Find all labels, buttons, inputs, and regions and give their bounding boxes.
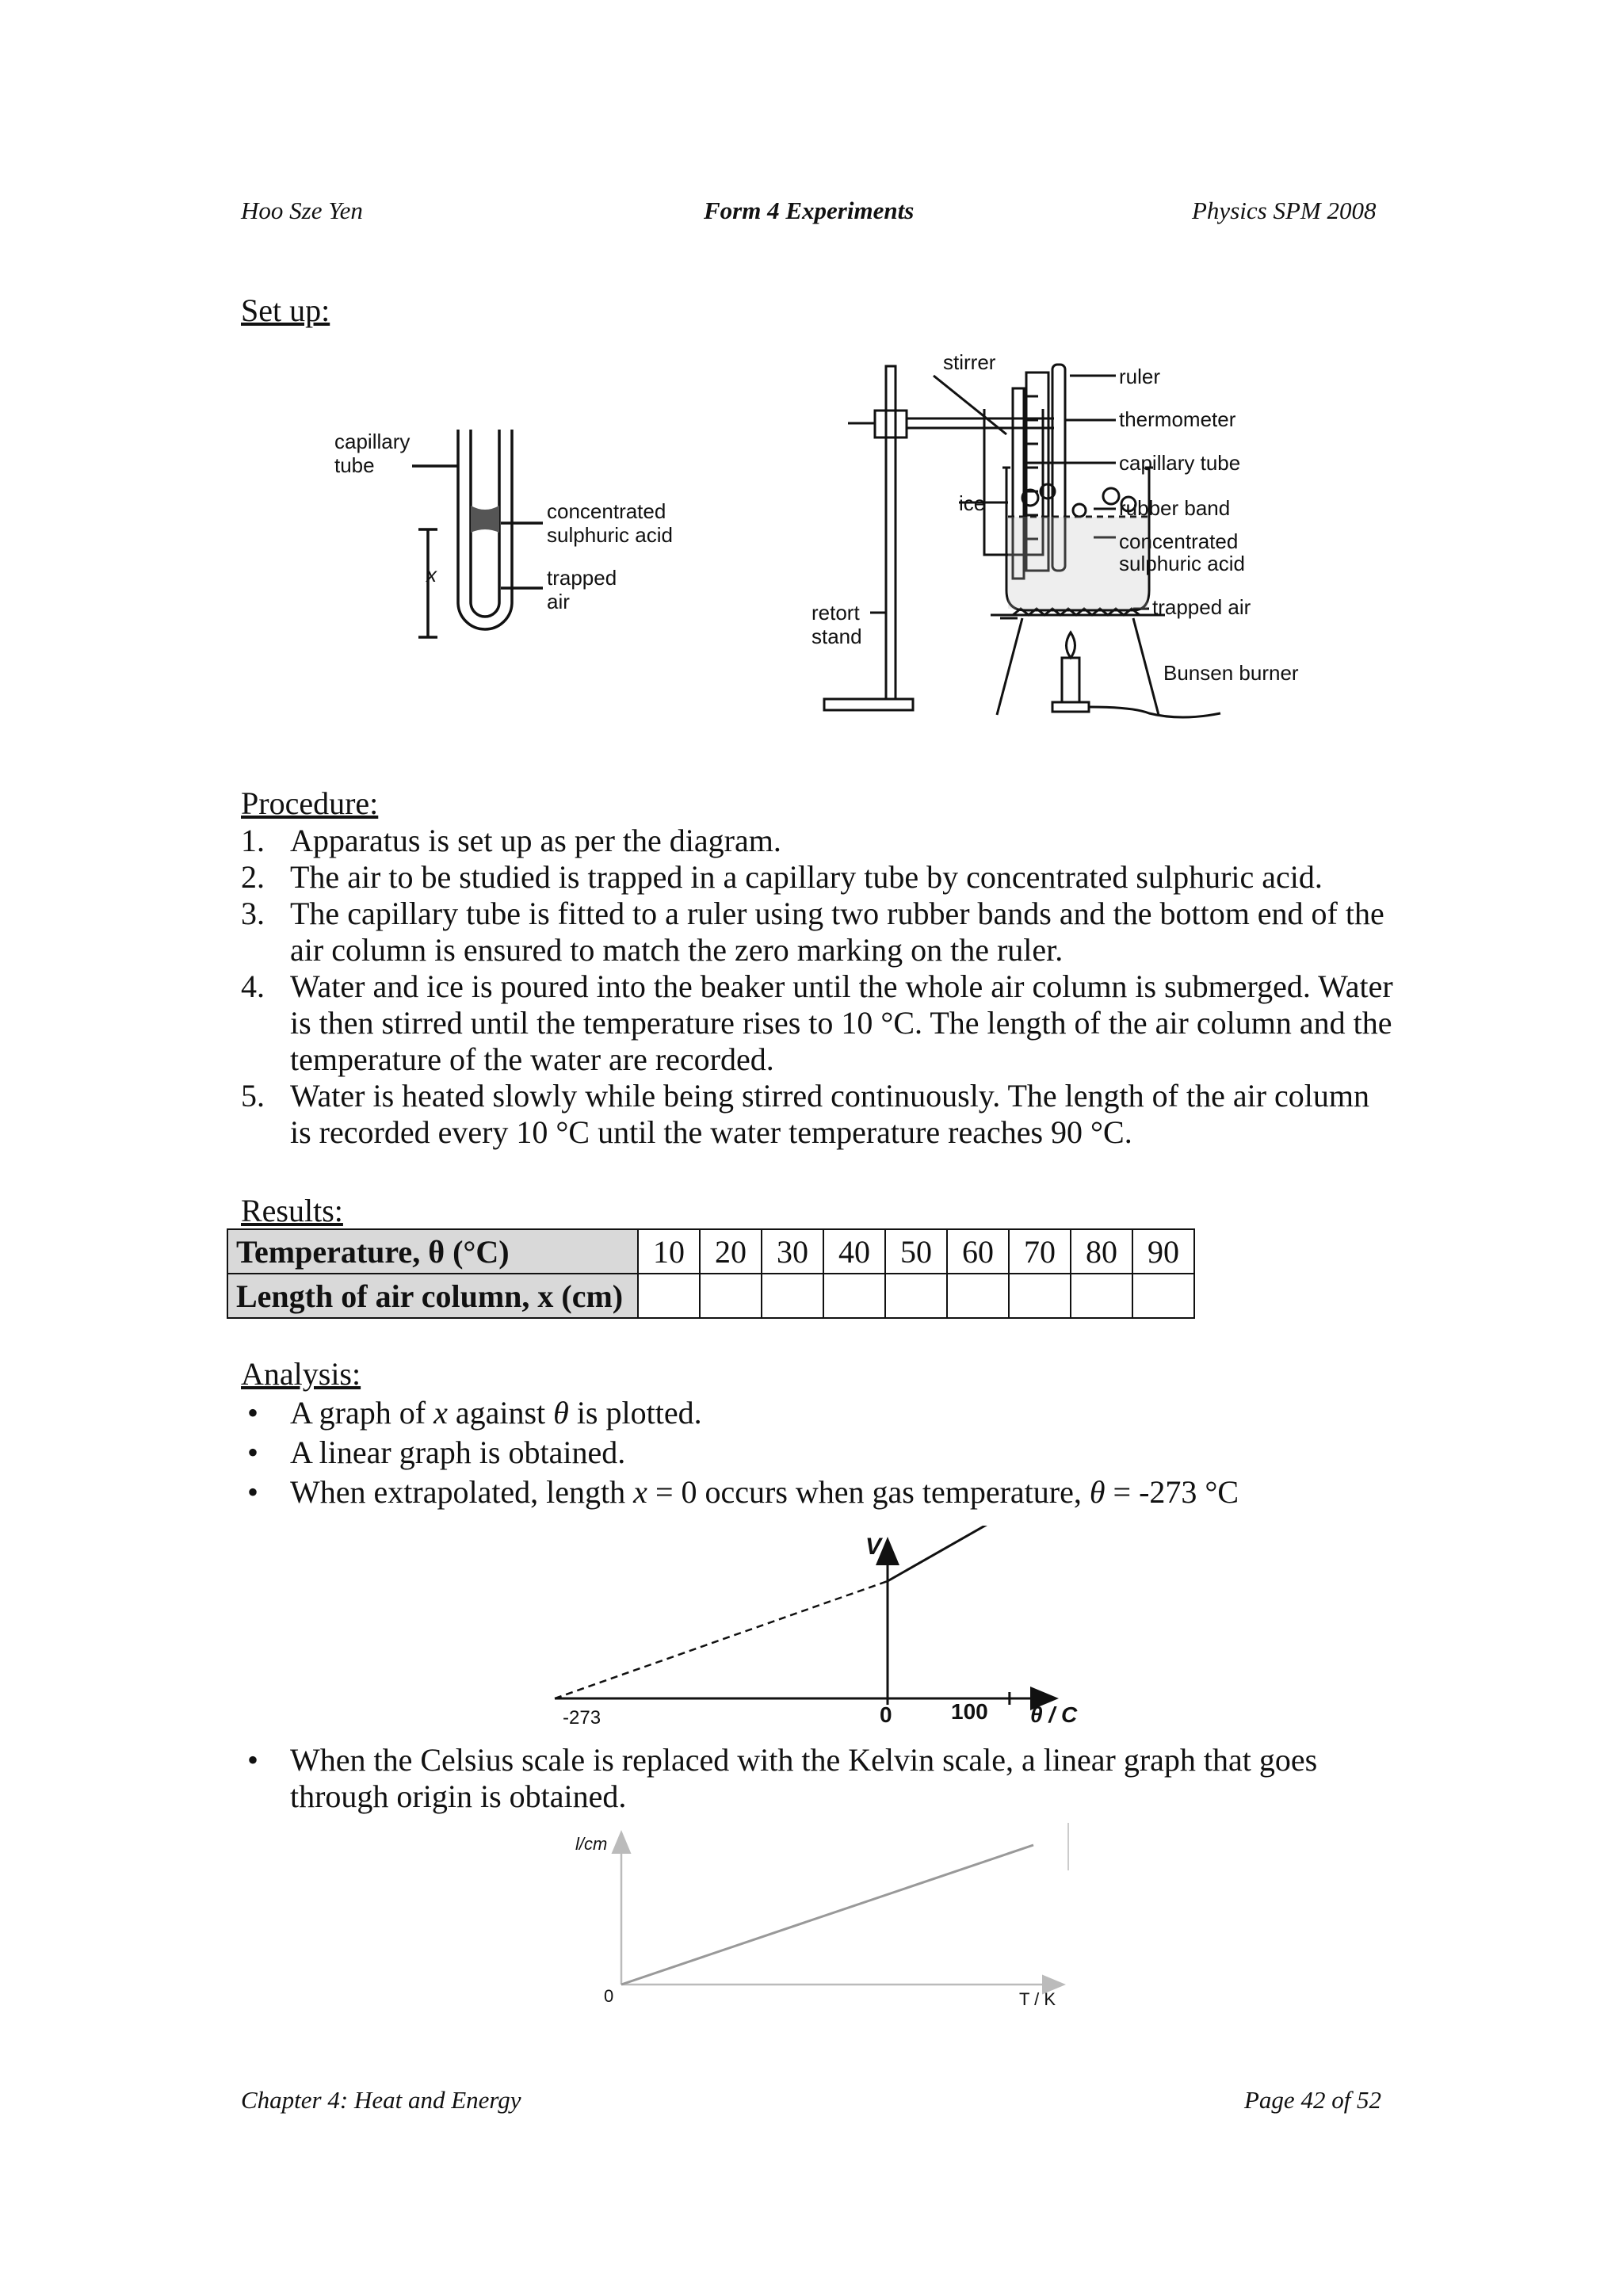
analysis-item: • A graph of x against θ is plotted. bbox=[247, 1395, 702, 1431]
label-concentrated-2: concentrated bbox=[1119, 529, 1239, 553]
temp-cell: 50 bbox=[885, 1229, 947, 1274]
length-cell bbox=[700, 1274, 762, 1318]
data-line bbox=[621, 1845, 1033, 1985]
temp-cell: 90 bbox=[1132, 1229, 1194, 1274]
row-label-length: Length of air column, x (cm) bbox=[227, 1274, 638, 1318]
analysis-list-2 bbox=[241, 1742, 1398, 1815]
y-axis-label: V bbox=[865, 1534, 882, 1560]
label-bunsen-burner: Bunsen burner bbox=[1163, 661, 1299, 685]
label-sulphuric-acid-2: sulphuric acid bbox=[1119, 552, 1245, 575]
temp-cell: 60 bbox=[947, 1229, 1009, 1274]
retort-rod bbox=[886, 366, 896, 699]
graph-l-vs-t bbox=[555, 1815, 1094, 2021]
results-heading: Results: bbox=[241, 1193, 343, 1228]
length-cell bbox=[823, 1274, 885, 1318]
length-cell bbox=[1132, 1274, 1194, 1318]
header-author: Hoo Sze Yen bbox=[241, 197, 363, 224]
footer-chapter: Chapter 4: Heat and Energy bbox=[241, 2086, 521, 2114]
label-retort: retort bbox=[812, 601, 860, 625]
x-axis-label: θ / C bbox=[1030, 1702, 1078, 1727]
acid-plug bbox=[471, 517, 499, 533]
header-title: Form 4 Experiments bbox=[704, 197, 915, 224]
length-cell bbox=[947, 1274, 1009, 1318]
table-row-temperature bbox=[227, 1229, 1194, 1274]
label-tube: tube bbox=[334, 453, 375, 477]
length-cell bbox=[638, 1274, 700, 1318]
label-sulphuric-acid: sulphuric acid bbox=[547, 523, 673, 547]
analysis-item: • When extrapolated, length x = 0 occurs when gas temperature, θ = -273 °C bbox=[247, 1474, 1239, 1510]
tick-label-0: 0 bbox=[880, 1702, 892, 1727]
row-label-temperature: Temperature, θ (°C) bbox=[227, 1229, 638, 1274]
label-capillary-tube: capillary tube bbox=[1119, 451, 1241, 475]
table-row-length bbox=[227, 1274, 1194, 1318]
origin-label: 0 bbox=[604, 1986, 614, 2006]
length-cell bbox=[885, 1274, 947, 1318]
temp-cell: 10 bbox=[638, 1229, 700, 1274]
procedure-list bbox=[241, 823, 1398, 1151]
label-thermometer: thermometer bbox=[1119, 407, 1236, 431]
procedure-heading: Procedure: bbox=[241, 785, 379, 821]
footer-page: Page 42 of 52 bbox=[1244, 2086, 1382, 2114]
temp-cell: 30 bbox=[762, 1229, 823, 1274]
length-cell bbox=[762, 1274, 823, 1318]
temp-cell: 40 bbox=[823, 1229, 885, 1274]
x-axis-label: T / K bbox=[1019, 1989, 1056, 2009]
u-tube-diagram bbox=[325, 412, 697, 666]
results-table bbox=[227, 1228, 1195, 1319]
retort-clamp-boss bbox=[875, 411, 907, 437]
label-rubber-band: rubber band bbox=[1119, 496, 1231, 520]
setup-heading: Set up: bbox=[241, 292, 330, 328]
length-cell bbox=[1071, 1274, 1132, 1318]
temp-cell: 80 bbox=[1071, 1229, 1132, 1274]
label-trapped-air: trapped air bbox=[1152, 595, 1251, 619]
retort-base bbox=[824, 699, 913, 710]
length-cell bbox=[1009, 1274, 1071, 1318]
y-axis-label: l/cm bbox=[575, 1834, 608, 1854]
extrapolation-line bbox=[555, 1581, 888, 1698]
apparatus-diagram bbox=[800, 341, 1355, 737]
analysis-item: • When the Celsius scale is replaced with the Kelvin scale, a linear graph that goes through origin is obtained. bbox=[247, 1742, 1318, 1814]
label-air: air bbox=[547, 590, 570, 613]
label-ruler: ruler bbox=[1119, 365, 1161, 388]
label-x: x bbox=[426, 563, 437, 586]
data-line bbox=[888, 1526, 991, 1581]
temp-cell: 20 bbox=[700, 1229, 762, 1274]
label-trapped: trapped bbox=[547, 566, 617, 590]
label-stand: stand bbox=[812, 625, 862, 648]
procedure-step: 2. The air to be studied is trapped in a capillary tube by concentrated sulphuric acid. bbox=[241, 859, 1323, 895]
tick-label-100: 100 bbox=[951, 1699, 988, 1724]
graph-v-vs-theta bbox=[547, 1526, 1117, 1732]
header-subject: Physics SPM 2008 bbox=[1192, 197, 1377, 224]
procedure-step: 5. Water is heated slowly while being stirred continuously. The length of the air column is recorded every 10 °C until the water temperature reaches 90 °C. bbox=[241, 1078, 1370, 1150]
procedure-step: 1. Apparatus is set up as per the diagram. bbox=[241, 823, 781, 858]
label-ice: ice bbox=[959, 491, 986, 515]
label-capillary: capillary bbox=[334, 430, 411, 453]
tick-label-neg273: -273 bbox=[563, 1707, 601, 1729]
analysis-list bbox=[241, 1393, 1398, 1512]
analysis-item: • A linear graph is obtained. bbox=[247, 1435, 626, 1470]
analysis-heading: Analysis: bbox=[241, 1356, 361, 1392]
procedure-step: 4. Water and ice is poured into the beaker until the whole air column is submerged. Water is then stirred until the temperature rises to 10 °C. The length of the air column and the temperature of the water are recorded. bbox=[241, 968, 1393, 1077]
procedure-step: 3. The capillary tube is fitted to a ruler using two rubber bands and the bottom end of the air column is ensured to match the zero marking on the ruler. bbox=[241, 896, 1384, 968]
label-concentrated: concentrated bbox=[547, 499, 666, 523]
temp-cell: 70 bbox=[1009, 1229, 1071, 1274]
label-stirrer: stirrer bbox=[943, 350, 996, 374]
